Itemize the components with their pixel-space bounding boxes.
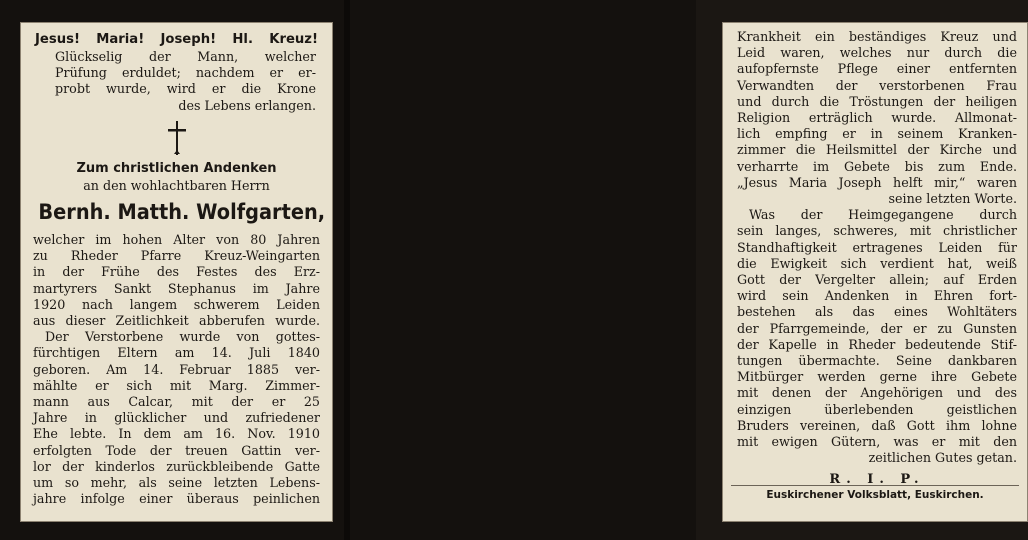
body-line: verharrte im Gebete bis zum Ende. <box>737 158 1017 174</box>
body-line: martyrers Sankt Stephanus im Jahre <box>33 280 320 296</box>
body-line: Bruders vereinen, daß Gott ihm lohne <box>737 417 1017 433</box>
body-line: Verwandten der verstorbenen Frau <box>737 77 1017 93</box>
body-line: Gott der Vergelter allein; auf Erden <box>737 272 1017 288</box>
printer-credit: Euskirchener Volksblatt, Euskirchen. <box>766 489 984 501</box>
body-line: der Kapelle in Rheder bedeutende Stif- <box>737 336 1017 352</box>
body-line: fürchtigen Eltern am 14. Juli 1840 <box>33 345 320 361</box>
right-body <box>737 29 1017 466</box>
body-line: 1920 nach langem schwerem Leiden <box>33 296 320 312</box>
body-line: zimmer die Heilsmittel der Kirche und <box>737 142 1017 158</box>
body-line: mählte er sich mit Marg. Zimmer- <box>33 377 320 393</box>
body-line: zu Rheder Pfarre Kreuz-Weingarten <box>33 248 320 264</box>
body-line: aus dieser Zeitlichkeit abberufen wurde. <box>33 313 320 329</box>
body-line: um so mehr, als seine letzten Lebens- <box>33 475 320 491</box>
body-line: sein langes, schweres, mit christlicher <box>737 223 1017 239</box>
body-line: welcher im hohen Alter von 80 Jahren <box>33 232 320 248</box>
cross-icon <box>165 120 189 156</box>
body-line: Mitbürger werden gerne ihre Gebete <box>737 369 1017 385</box>
body-line: lich empfing er in seinem Kranken- <box>737 126 1017 142</box>
body-line: einzigen überlebenden geistlichen <box>737 401 1017 417</box>
body-line: mit denen der Angehörigen und des <box>737 385 1017 401</box>
poem <box>33 49 320 114</box>
poem-line: probt wurde, wird er die Krone <box>55 81 316 97</box>
body-line: zeitlichen Gutes getan. <box>868 450 1017 466</box>
left-page <box>20 22 333 522</box>
poem-line: des Lebens erlangen. <box>178 97 316 113</box>
rip-text: R. I. P. <box>829 472 925 488</box>
body-line: „Jesus Maria Joseph helft mir,“ waren <box>737 174 1017 190</box>
body-line: in der Frühe des Festes des Erz- <box>33 264 320 280</box>
deceased-name: Bernh. Matth. Wolfgarten, <box>38 200 326 226</box>
body-line: der Pfarrgemeinde, der er zu Gunsten <box>737 320 1017 336</box>
body-line: Der Verstorbene wurde von gottes- <box>45 329 320 345</box>
footer-divider <box>731 485 1019 486</box>
body-line: mit ewigen Gütern, was er mit den <box>737 434 1017 450</box>
body-line: die Ewigkeit sich verdient hat, weiß <box>737 255 1017 271</box>
body-line: tungen übermachte. Seine dankbaren <box>737 353 1017 369</box>
body-line: geboren. Am 14. Februar 1885 ver- <box>33 361 320 377</box>
body-line: Krankheit ein beständiges Kreuz und <box>737 29 1017 44</box>
body-line: seine letzten Worte. <box>888 191 1017 207</box>
header-invocation: Jesus! Maria! Joseph! Hl. Kreuz! <box>35 32 318 47</box>
poem-line: Prüfung erduldet; nachdem er er- <box>55 65 316 81</box>
body-line: wird sein Andenken in Ehren fort- <box>737 288 1017 304</box>
card-left-panel <box>0 0 346 540</box>
body-line: Ehe lebte. In dem am 16. Nov. 1910 <box>33 426 320 442</box>
body-line: Was der Heimgegangene durch <box>749 207 1017 223</box>
card-right-panel <box>350 0 1017 540</box>
body-line: aufopfernste Pflege einer entfernten <box>737 61 1017 77</box>
body-line: lor der kinderlos zurückbleibende Gatte <box>33 458 320 474</box>
right-page <box>722 22 1028 522</box>
body-line: und durch die Tröstungen der heiligen <box>737 93 1017 109</box>
body-line: jahre infolge einer überaus peinlichen <box>33 491 320 507</box>
body-line: Standhaftigkeit ertragenes Leiden für <box>737 239 1017 255</box>
body-line: Jahre in glücklicher und zufriedener <box>33 410 320 426</box>
poem-line: Glückselig der Mann, welcher <box>55 49 316 64</box>
body-line: bestehen als das eines Wohltäters <box>737 304 1017 320</box>
memorial-subtitle: an den wohlachtbaren Herrn <box>83 177 270 193</box>
body-line: Leid waren, welches nur durch die <box>737 45 1017 61</box>
memorial-title: Zum christlichen Andenken <box>76 160 277 176</box>
cross-icon-wrap <box>33 114 320 158</box>
body-line: Religion erträglich wurde. Allmonat- <box>737 110 1017 126</box>
body-line: erfolgten Tode der treuen Gattin ver- <box>33 442 320 458</box>
body-line: mann aus Calcar, mit der er 25 <box>33 394 320 410</box>
left-body <box>33 232 320 507</box>
